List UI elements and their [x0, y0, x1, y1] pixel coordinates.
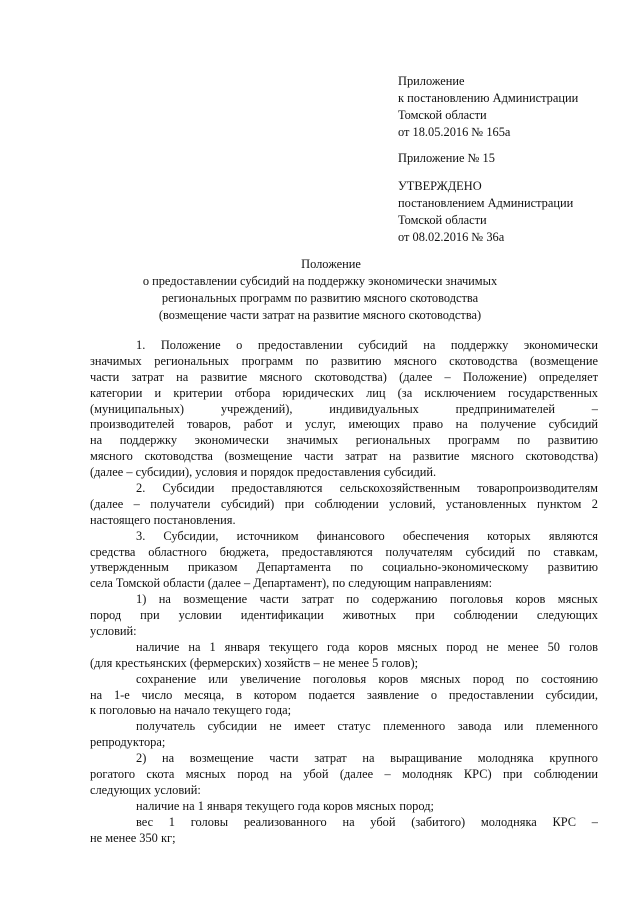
body-line: не менее 350 кг;: [90, 830, 176, 845]
body-line: 1) на возмещение части затрат по содержанию поголовья коров мясных: [136, 592, 598, 607]
body-line: 1. Положение о предоставлении субсидий на поддержку экономически: [136, 338, 598, 352]
body-line: вес 1 головы реализованного на убой (забитого) молодняка КРС –: [136, 814, 598, 829]
body-line: пород при условии идентификации животных при соблюдении следующих: [90, 608, 598, 623]
appendix-line: от 18.05.2016 № 165а: [398, 125, 511, 139]
body-line: категории и критерии отбора юридических лиц (за исключением государственных: [90, 385, 598, 400]
body-line: (далее – получатели субсидий) при соблюдении условий, установленных пунктом 2: [90, 496, 598, 511]
body-line: получатель субсидии не имеет статус племенного завода или племенного: [136, 719, 598, 734]
approved-line: УТВЕРЖДЕНО: [398, 179, 482, 193]
body-line: утвержденным приказом Департамента по социально-экономическому развитию: [90, 560, 598, 575]
approved-line: от 08.02.2016 № 36а: [398, 230, 505, 244]
body-line: (для крестьянских (фермерских) хозяйств – не менее 5 голов);: [90, 655, 419, 670]
document-body: [90, 338, 598, 847]
body-line: репродуктора;: [90, 735, 166, 750]
document-title: [0, 256, 640, 324]
body-line: на поддержку экономически значимых региональных программ по развитию: [90, 433, 598, 448]
appendix-line: к постановлению Администрации: [398, 91, 579, 105]
approved-line: Томской области: [398, 213, 487, 227]
body-line: мясного скотоводства (возмещение части затрат на развитие мясного скотоводства): [90, 449, 598, 464]
body-line: села Томской области (далее – Департамент), по следующим направлениям:: [90, 576, 493, 591]
title-line: (возмещение части затрат на развитие мясного скотоводства): [158, 308, 482, 322]
body-line: значимых региональных программ по развитию мясного скотоводства (возмещение: [90, 353, 598, 368]
appendix-number-header: [398, 150, 495, 167]
body-line: части затрат на развитие мясного скотоводства) (далее – Положение) определяет: [90, 369, 598, 384]
body-line: производителей товаров, работ и услуг, имеющих право на получение субсидий: [90, 417, 598, 432]
title-line: региональных программ по развитию мясного скотоводства: [161, 291, 479, 305]
body-line: настоящего постановления.: [90, 512, 236, 527]
body-line: наличие на 1 января текущего года коров мясных пород;: [136, 798, 434, 813]
body-line: к поголовью на начало текущего года;: [90, 703, 292, 718]
title-line: о предоставлении субсидий на поддержку экономически значимых: [142, 274, 498, 288]
appendix-line: Приложение: [398, 74, 465, 88]
title-line: Положение: [301, 257, 361, 271]
body-line: (далее – субсидии), условия и порядок предоставления субсидий.: [90, 465, 437, 480]
body-line: 3. Субсидии, источником финансового обеспечения которых являются: [136, 528, 598, 543]
approved-header: [398, 178, 573, 246]
appendix-number-line: Приложение № 15: [398, 151, 495, 165]
body-line: наличие на 1 января текущего года коров мясных пород не менее 50 голов: [136, 639, 598, 654]
body-line: 2. Субсидии предоставляются сельскохозяйственным товаропроизводителям: [136, 481, 598, 496]
body-line: 2) на возмещение части затрат на выращивание молодняка крупного: [136, 751, 598, 766]
body-line: следующих условий:: [90, 782, 201, 797]
body-line: на 1-е число месяца, в котором подается заявление о предоставлении субсидии,: [90, 687, 598, 702]
appendix-header: [398, 73, 578, 141]
body-line: средства областного бюджета, предоставляются получателям субсидий по ставкам,: [90, 544, 598, 559]
approved-line: постановлением Администрации: [398, 196, 574, 210]
appendix-line: Томской области: [398, 108, 487, 122]
body-line: сохранение или увеличение поголовья коров мясных пород по состоянию: [136, 671, 598, 686]
body-line: (муниципальных) учреждений), индивидуальных предпринимателей –: [90, 401, 598, 416]
body-line: рогатого скота мясных пород на убой (далее – молодняк КРС) при соблюдении: [90, 767, 598, 782]
body-line: условий:: [90, 624, 137, 639]
